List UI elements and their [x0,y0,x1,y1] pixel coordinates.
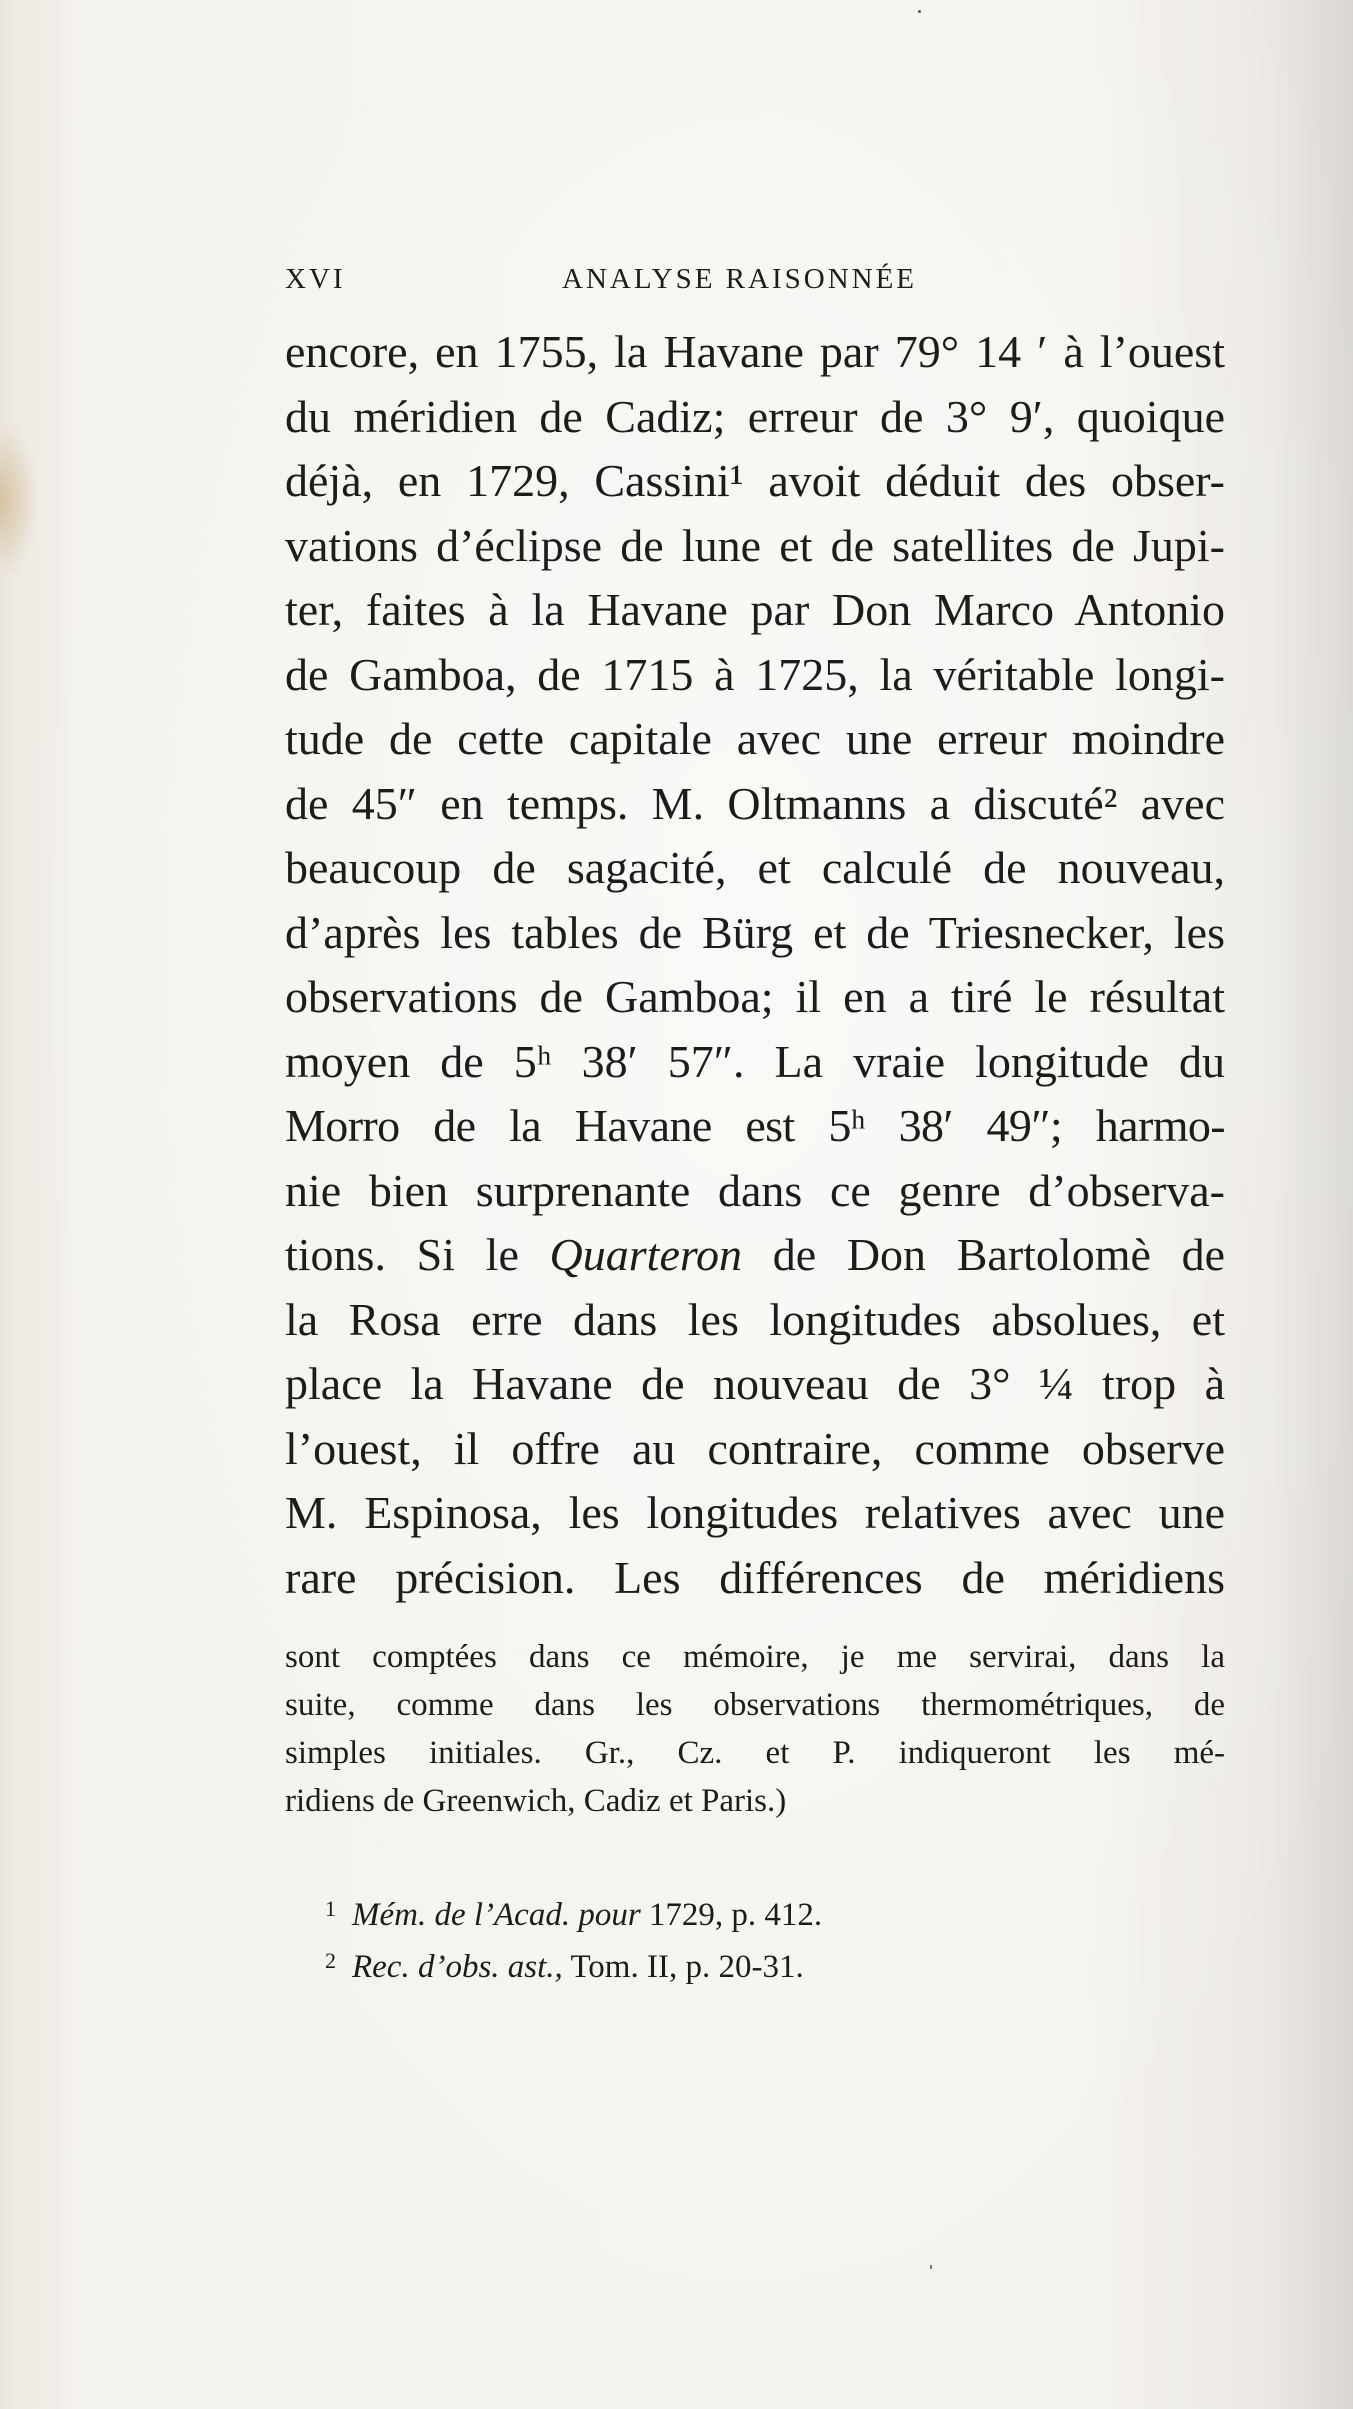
text-line: rare précision. Les différences de méridiens [285,1551,1225,1603]
page-number: XVI [285,263,346,295]
text-line: ter, faites à la Havane par Don Marco Antonio [285,584,1225,635]
text-line: la Rosa erre dans les longitudes absolues, et [285,1293,1225,1345]
text-line: de 45″ en temps. M. Oltmanns a discuté² avec [285,777,1225,829]
text-line: de Gamboa, de 1715 à 1725, la véritable longi- [285,648,1225,700]
continued-note [285,1633,1225,1825]
italic-term: Quarteron [549,1229,743,1280]
text-line: observations de Gamboa; il en a tiré le résultat [285,971,1225,1022]
footnote-detail: 1729, p. 412. [648,1897,823,1933]
running-head [285,263,935,303]
text-line: M. Espinosa, les longitudes relatives avec une [285,1487,1225,1538]
text-line: vations d’éclipse de lune et de satellites de Jupi- [285,519,1225,571]
note-line: suite, comme dans les observations thermométriques, de [285,1687,1225,1723]
text-line: beaucoup de sagacité, et calculé de nouveau, [285,842,1225,893]
footnotes [325,1883,1225,1987]
paper-speck [930,2265,932,2269]
paper-stain [0,420,40,580]
text-line: du méridien de Cadiz; erreur de 3° 9′, quoique [285,390,1225,442]
text-line: tude de cette capitale avec une erreur moindre [285,713,1225,764]
text-line: l’ouest, il offre au contraire, comme observe [285,1422,1225,1474]
note-line: simples initiales. Gr., Cz. et P. indiqueront les mé- [285,1735,1225,1771]
footnote-mark: 1 [325,1896,336,1921]
note-line: ridiens de Greenwich, Cadiz et Paris.) [285,1783,787,1819]
text-line: encore, en 1755, la Havane par 79° 14 ′ à l’ouest [285,326,1225,377]
text-line: place la Havane de nouveau de 3° ¼ trop à [285,1358,1225,1409]
footnote-mark: 2 [325,1948,336,1973]
text-line: déjà, en 1729, Cassini¹ avoit déduit des obser- [285,455,1225,506]
main-text [285,320,1225,1610]
running-title: ANALYSE RAISONNÉE [562,263,918,295]
footnote [325,1935,1225,1987]
paper-speck [918,10,921,13]
note-line: sont comptées dans ce mémoire, je me servirai, dans la [285,1639,1225,1675]
footnote-source: Rec. d’obs. ast., [352,1949,563,1985]
text-line: Morro de la Havane est 5ʰ 38′ 49″; harmo- [285,1100,1225,1151]
footnote-source: Mém. de l’Acad. pour [352,1897,641,1933]
text-line: nie bien surprenante dans ce genre d’observa- [285,1164,1225,1216]
text-line: d’après les tables de Bürg et de Triesnecker, les [285,906,1225,958]
footnote-detail: Tom. II, p. 20-31. [570,1949,804,1985]
text-line: moyen de 5ʰ 38′ 57″. La vraie longitude du [285,1035,1225,1087]
footnote [325,1883,1225,1935]
text-line: tions. Si le Quarteron de Don Bartolomè de [285,1229,1225,1280]
